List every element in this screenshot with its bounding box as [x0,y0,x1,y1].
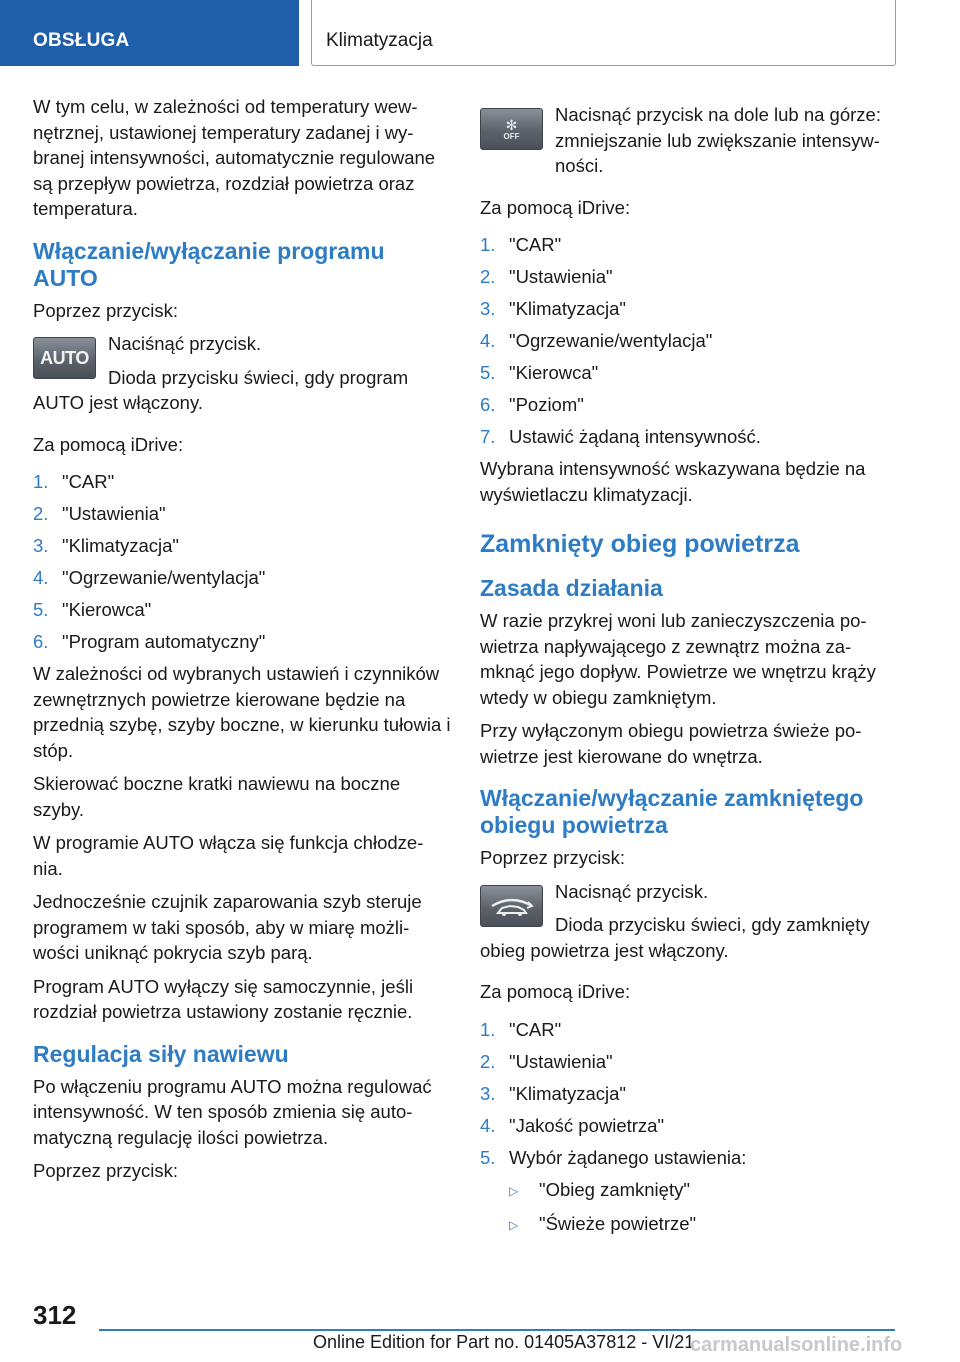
principle-paragraph-2: Przy wyłączonym obiegu powietrza świeże po-wietrze jest kierowane do wnętrza. [480,720,862,767]
list-item: 7. Ustawić żądaną intensywność. [480,426,761,447]
recirc-led-text: Dioda przycisku świeci, gdy zamknięty obieg powietrza jest włączony. [480,914,870,961]
auto-button-text: AUTO [40,347,89,368]
via-button-label: Poprzez przycisk: [480,847,625,868]
triangle-bullet-icon: ▷ [509,1183,519,1198]
list-item: 3. "Klimatyzacja" [33,535,179,556]
fan-press-text: Nacisnąć przycisk na dole lub na górze: zmniejszanie lub zwiększanie intensyw-ności. [555,104,881,176]
auto-button-block [33,331,451,432]
fan-heading: Regulacja siły nawiewu [33,1040,289,1067]
intro-paragraph: W tym celu, w zależności od temperatury wew-nętrznej, ustawionej temperatury zadanej i wy-branej intensywności, automatycznie regulowane są przepływ powietrza, rozdział powietrza oraz temperatura. [33,96,436,219]
edition-text: Online Edition for Part no. 01405A37812 - VI/21 [313,1332,695,1352]
cooling-paragraph: W programie AUTO włącza się funkcja chłodze-nia. [33,832,424,879]
condensation-paragraph: Jednocześnie czujnik zaparowania szyb steruje programem w taki sposób, aby w miarę możli-wości uniknąć pokrycia szyb parą. [33,891,422,963]
fan-paragraph: Po włączeniu programu AUTO można regulować intensywność. W ten sposób zmienia się auto-matyczną regulację ilości powietrza. [33,1075,432,1148]
list-item: 1. "CAR" [33,471,115,492]
watermark: carmanualsonline.info [690,1334,903,1356]
fan-display-paragraph: Wybrana intensywność wskazywana będzie na wyświetlaczu klimatyzacji. [480,458,866,505]
triangle-bullet-icon: ▷ [509,1217,519,1232]
fan-button-icon [480,108,543,150]
auto-heading: Włączanie/wyłączanie programu AUTO [33,237,385,291]
via-idrive-label: Za pomocą iDrive: [33,433,184,455]
list-item: 2. "Ustawienia" [33,503,166,524]
recirculation-car-icon [488,893,536,919]
recirculation-button-icon [480,885,543,927]
distribution-paragraph: W zależności od wybranych ustawień i czynników zewnętrznych powietrze kierowane będzie na przednią szybę, szyby boczne, w kierunku tułowia i stóp. [33,663,451,761]
list-item: 3. "Klimatyzacja" [480,298,626,319]
press-button-text: Naciśnąć przycisk. [108,333,262,354]
recirculation-heading: Włączanie/wyłączanie zamkniętego obiegu powietrza [480,785,864,838]
recirc-button-block [480,879,898,980]
via-idrive-label: Za pomocą iDrive: [480,196,631,218]
list-item: 1. "CAR" [480,234,562,255]
via-idrive-label-2: Za pomocą iDrive: [480,981,631,1002]
auto-button-icon [33,337,96,379]
principle-paragraph-1: W razie przykrej woni lub zanieczyszczenia po-wietrza napływającego z zewnątrz można za-mknąć jego dopływ. Powietrze we wnętrzu krąży wtedy w obiegu zamkniętym. [480,610,876,708]
list-item: ▷ "Świeże powietrze" [509,1211,898,1239]
recirc-options-list [509,1177,898,1239]
list-item: 2. "Ustawienia" [480,1050,613,1072]
auto-off-paragraph: Program AUTO wyłączy się samoczynnie, jeśli rozdział powietrza ustawiony zostanie ręcznie. [33,975,414,1022]
auto-led-text: Dioda przycisku świeci, gdy program AUTO jest włączony. [33,366,409,413]
fan-button-block [480,104,898,195]
list-item: 4. "Ogrzewanie/wentylacja" [480,330,713,351]
auto-steps-list [33,469,451,655]
list-item: 6. "Program automatyczny" [33,631,266,652]
chapter-title: Klimatyzacja [311,0,896,66]
list-item: 2. "Ustawienia" [480,266,613,287]
section-tab: OBSŁUGA [0,0,299,66]
principle-heading: Zasada działania [480,575,663,601]
via-button-label: Poprzez przycisk: [33,299,178,321]
list-item: 4. "Jakość powietrza" [480,1114,665,1136]
list-item: 5. "Kierowca" [33,599,152,620]
recirc-steps-list [480,1017,898,1171]
list-item: 4. "Ogrzewanie/wentylacja" [33,567,266,588]
list-item: 5. "Kierowca" [480,362,599,383]
page-number: 312 [33,1300,77,1330]
list-item: 3. "Klimatyzacja" [480,1082,626,1104]
list-item: 1. "CAR" [480,1018,562,1040]
left-column [33,94,451,1192]
list-item: 6. "Poziom" [480,394,584,415]
footer-divider [99,1329,895,1331]
vents-paragraph: Skierować boczne kratki nawiewu na boczne szyby. [33,773,401,820]
press-button-text: Nacisnąć przycisk. [555,880,709,902]
list-item: ▷ "Obieg zamknięty" [509,1177,898,1205]
fan-off-text: OFF [503,131,520,141]
list-item: 5. Wybór żądanego ustawienia: [480,1146,747,1168]
recirculation-title: Zamknięty obieg powietrza [480,530,800,558]
fan-via-button-label: Poprzez przycisk: [33,1160,178,1181]
right-column [480,104,898,1245]
fan-steps-list [480,232,898,450]
fan-icon: ✻ [505,116,518,133]
